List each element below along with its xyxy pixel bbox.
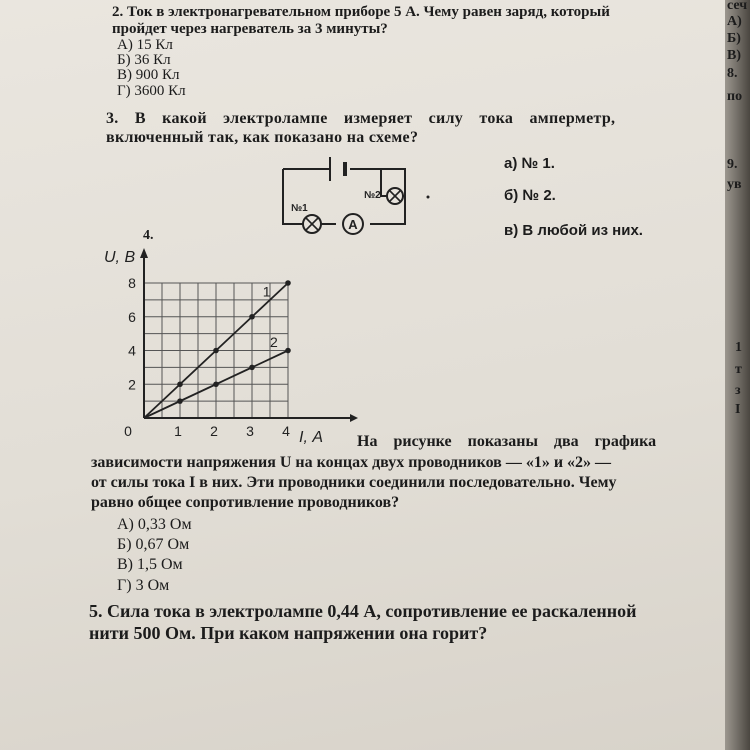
q3-answer-b: б) № 2.: [504, 187, 556, 204]
right-fragment-11: з: [735, 383, 741, 398]
q4-line2: зависимости напряжения U на концах двух проводников — «1» и «2» —: [91, 454, 612, 471]
y-axis-arrow: [140, 248, 148, 258]
series-2-point: [249, 365, 255, 371]
q2-option-c: В) 900 Кл: [117, 67, 180, 83]
series-2-point: [213, 381, 219, 387]
right-fragment-6: по: [727, 89, 743, 104]
series-1-label: 1: [262, 283, 271, 300]
right-fragment-7: 9.: [727, 157, 738, 172]
right-fragment-9: 1: [735, 340, 742, 355]
series-2-point: [285, 348, 291, 354]
right-fragment-10: т: [735, 362, 742, 377]
series-1-point: [249, 314, 255, 320]
x-axis-label: I, А: [299, 429, 324, 446]
y-tick-label: 8: [128, 275, 136, 291]
lamp-2-label: №2: [364, 190, 381, 201]
q2-option-a: А) 15 Кл: [117, 37, 173, 53]
series-1-point: [213, 348, 219, 354]
y-tick-label: 4: [128, 342, 136, 359]
right-fragment-3: Б): [727, 31, 741, 46]
q4-line3: от силы тока I в них. Эти проводники соединили последовательно. Чему: [91, 474, 617, 491]
q2-line2: пройдет через нагреватель за 3 минуты?: [112, 21, 388, 37]
x-tick-label: 4: [282, 423, 290, 439]
right-fragment-1: сеч: [727, 0, 748, 13]
right-fragment-4: В): [727, 48, 741, 63]
q2-option-d: Г) 3600 Кл: [117, 83, 186, 99]
q4-number: 4.: [143, 228, 154, 243]
q4-option-d: Г) 3 Ом: [117, 577, 170, 594]
right-fragment-12: I: [735, 402, 741, 417]
x-axis-arrow: [350, 414, 358, 422]
y-axis-label: U, В: [104, 249, 136, 266]
q4-line4: равно общее сопротивление проводников?: [91, 494, 400, 511]
right-fragment-5: 8.: [727, 66, 738, 81]
q3-answer-c: в) В любой из них.: [504, 222, 643, 239]
q4-option-b: Б) 0,67 Ом: [117, 536, 190, 553]
ammeter-label: A: [348, 217, 358, 232]
x-tick-label: 0: [124, 423, 132, 439]
q4-option-a: А) 0,33 Ом: [117, 516, 192, 533]
q5-line1: 5. Сила тока в электролампе 0,44 А, сопротивление ее раскаленной: [89, 601, 637, 621]
q4-option-c: В) 1,5 Ом: [117, 556, 183, 573]
series-1-point: [177, 381, 183, 387]
y-tick-label: 2: [128, 376, 136, 393]
q3-line2: включенный так, как показано на схеме?: [106, 129, 419, 146]
x-tick-label: 2: [210, 423, 218, 439]
series-1-point: [285, 280, 291, 286]
right-fragment-2: А): [727, 14, 742, 29]
q2-line1: 2. Ток в электронагревательном приборе 5 А. Чему равен заряд, который: [112, 4, 610, 20]
q2-option-b: Б) 36 Кл: [117, 52, 171, 68]
series-2-label: 2: [270, 334, 278, 351]
q4-line1: На рисунке показаны два графика: [357, 433, 657, 450]
x-tick-label: 1: [174, 423, 182, 439]
q3-answer-a: а) № 1.: [504, 155, 555, 172]
right-fragment-8: ув: [727, 177, 742, 192]
q3-line1: 3. В какой электролампе измеряет силу тока амперметр,: [106, 110, 616, 127]
x-tick-label: 3: [246, 423, 254, 439]
q5-line2: нити 500 Ом. При каком напряжении она горит?: [89, 623, 488, 643]
lamp-1-label: №1: [291, 203, 308, 214]
series-2-point: [177, 398, 183, 404]
y-tick-label: 6: [128, 308, 136, 325]
